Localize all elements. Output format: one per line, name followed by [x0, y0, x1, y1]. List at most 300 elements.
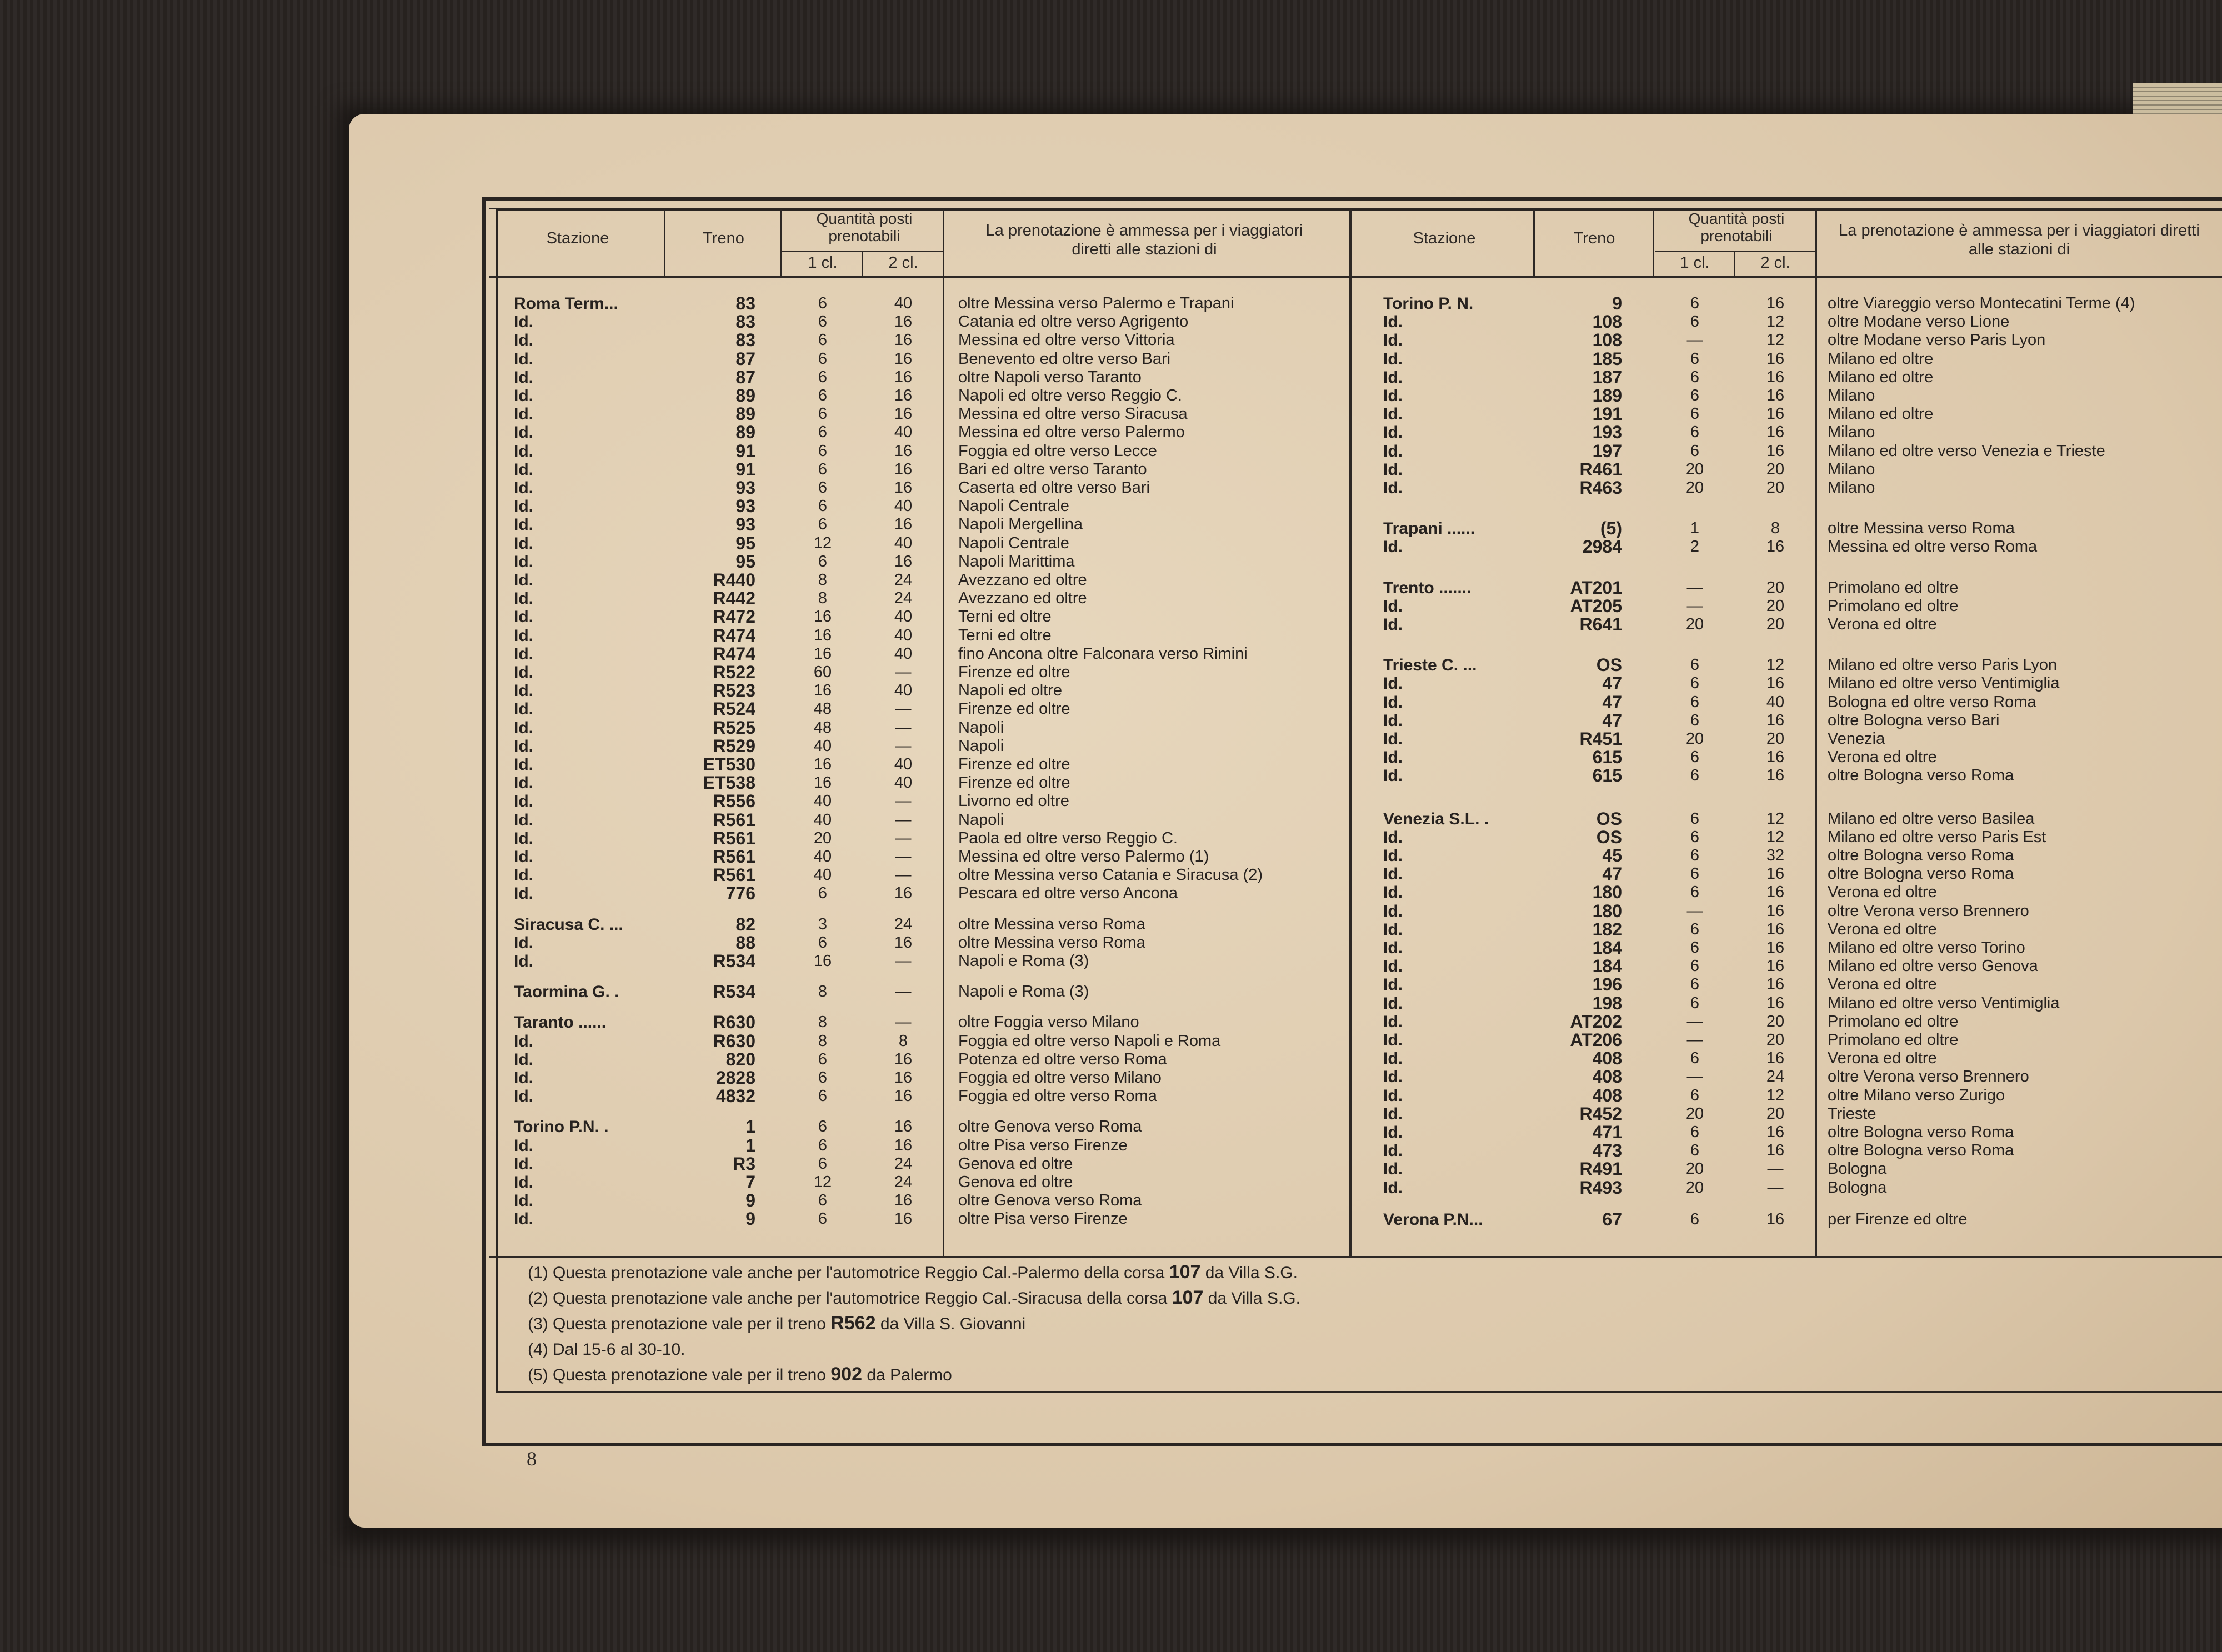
station-name: Id.: [1383, 442, 1403, 460]
train-number: 2984: [1582, 537, 1622, 557]
station-name: Id.: [1383, 767, 1403, 785]
train-number: R641: [1579, 614, 1622, 634]
seats-2cl: 16: [894, 1192, 913, 1210]
station-name: Id.: [1383, 1068, 1403, 1087]
destination: Bologna: [1828, 1178, 1887, 1197]
station-name: Id.: [1383, 1160, 1403, 1179]
seats-2cl: 16: [1766, 920, 1785, 938]
destination: oltre Messina verso Palermo e Trapani: [958, 294, 1234, 312]
seats-2cl: 16: [1766, 902, 1785, 920]
train-number: 184: [1592, 956, 1622, 977]
seats-1cl: 6: [1690, 1086, 1700, 1104]
seats-2cl: 40: [894, 626, 913, 644]
destination: oltre Messina verso Roma: [958, 915, 1145, 933]
seats-1cl: 6: [1690, 313, 1700, 331]
seats-2cl: 40: [894, 644, 913, 663]
header-top-line: [489, 208, 2222, 209]
train-number: 471: [1592, 1122, 1622, 1142]
train-number: 1: [745, 1135, 755, 1155]
train-number: 185: [1592, 348, 1622, 369]
train-number: 108: [1592, 312, 1622, 332]
destination: Avezzano ed oltre: [958, 589, 1087, 608]
seats-2cl: 40: [894, 294, 913, 312]
seats-1cl: 16: [813, 755, 832, 773]
destination: Primolano ed oltre: [1828, 1012, 1959, 1030]
seats-2cl: 16: [894, 313, 913, 331]
train-number: 89: [735, 422, 755, 443]
seats-2cl: 16: [894, 368, 913, 386]
seats-1cl: 6: [1690, 828, 1700, 846]
seats-1cl: 6: [818, 1069, 828, 1087]
destination: Napoli Centrale: [958, 497, 1069, 515]
station-name: Id.: [514, 479, 533, 497]
header-cl2: 2 cl.: [888, 254, 918, 272]
train-number: 4832: [715, 1086, 755, 1107]
seats-2cl: 16: [1766, 767, 1785, 785]
station-name: Trento .......: [1383, 578, 1472, 597]
destination: oltre Modane verso Paris Lyon: [1828, 331, 2046, 349]
station-name: Torino P. N.: [1383, 294, 1474, 313]
station-name: Taranto ......: [514, 1013, 607, 1032]
train-number: 615: [1592, 765, 1622, 786]
seats-2cl: 16: [1766, 405, 1785, 423]
destination: oltre Pisa verso Firenze: [958, 1136, 1128, 1154]
station-name: Id.: [1383, 405, 1403, 424]
seats-2cl: 12: [1766, 809, 1785, 828]
seats-1cl: 6: [1690, 368, 1700, 386]
seats-1cl: 6: [818, 884, 828, 903]
station-name: Id.: [1383, 828, 1403, 847]
destination: oltre Pisa verso Firenze: [958, 1210, 1128, 1228]
train-number: 191: [1592, 404, 1622, 424]
station-name: Id.: [1383, 1031, 1403, 1049]
station-name: Id.: [514, 933, 533, 952]
seats-1cl: 6: [818, 1087, 828, 1105]
notes-divider: [489, 1256, 2222, 1258]
station-name: Id.: [1383, 1104, 1403, 1123]
seats-1cl: 6: [818, 294, 828, 312]
train-number: AT206: [1570, 1030, 1622, 1050]
train-number: 776: [725, 883, 755, 904]
footnote-train: 107: [1172, 1287, 1204, 1308]
station-name: Id.: [1383, 883, 1403, 902]
train-number: 83: [735, 330, 755, 351]
train-number: R525: [713, 717, 755, 738]
station-name: Id.: [1383, 674, 1403, 693]
seats-1cl: 6: [1690, 994, 1700, 1012]
station-name: Id.: [1383, 994, 1403, 1013]
station-name: Id.: [514, 571, 533, 589]
seats-2cl: 32: [1766, 847, 1785, 864]
seats-1cl: 20: [1685, 615, 1704, 633]
train-number: 91: [735, 440, 755, 461]
header-bottom-line: [489, 276, 2222, 278]
train-number: R561: [713, 809, 755, 830]
seats-2cl: 16: [1766, 1210, 1785, 1228]
seats-1cl: 6: [1690, 748, 1700, 767]
header-treno: Treno: [703, 229, 744, 247]
seats-2cl: 20: [1766, 615, 1785, 633]
station-name: Id.: [514, 313, 533, 332]
seats-2cl: —: [895, 983, 912, 1001]
footnote-text: (1) Questa prenotazione vale anche per l'automotrice Reggio Cal.-Palermo della corsa: [528, 1264, 1169, 1282]
seats-2cl: 16: [1766, 883, 1785, 902]
station-name: Id.: [514, 589, 533, 608]
train-number: 9: [745, 1209, 755, 1229]
train-number: 82: [735, 914, 755, 934]
col-line: [1653, 208, 1654, 276]
destination: Milano: [1828, 387, 1875, 404]
destination: Milano ed oltre: [1828, 368, 1934, 386]
train-number: R472: [713, 607, 755, 627]
destination: Caserta ed oltre verso Bari: [958, 479, 1150, 497]
seats-2cl: 40: [894, 755, 913, 773]
seats-1cl: 40: [813, 866, 832, 884]
station-name: Id.: [1383, 1086, 1403, 1105]
seats-1cl: 6: [1690, 865, 1700, 883]
station-name: Id.: [514, 515, 533, 534]
seats-1cl: 40: [813, 792, 832, 810]
station-name: Id.: [1383, 847, 1403, 865]
train-number: 87: [735, 367, 755, 387]
train-number: R556: [713, 791, 755, 812]
station-name: Id.: [514, 387, 533, 405]
train-number: 189: [1592, 386, 1622, 406]
seats-2cl: 16: [1766, 1142, 1785, 1160]
seats-1cl: 6: [818, 387, 828, 404]
train-number: 196: [1592, 974, 1622, 995]
destination: Pescara ed oltre verso Ancona: [958, 884, 1178, 903]
train-number: 408: [1592, 1067, 1622, 1087]
train-number: R630: [713, 1012, 755, 1033]
seats-1cl: 6: [1690, 883, 1700, 902]
destination: Avezzano ed oltre: [958, 571, 1087, 589]
seats-2cl: 24: [894, 1173, 913, 1191]
train-number: R3: [733, 1153, 755, 1174]
train-number: 95: [735, 533, 755, 553]
footnotes: [528, 1260, 1300, 1388]
train-number: ET538: [703, 773, 755, 793]
seats-2cl: 16: [894, 515, 913, 534]
seats-2cl: 16: [894, 884, 913, 903]
destination: oltre Messina verso Roma: [958, 933, 1145, 952]
seats-2cl: 40: [894, 497, 913, 515]
destination: oltre Viareggio verso Montecatini Terme (4): [1828, 294, 2135, 312]
destination: Firenze ed oltre: [958, 774, 1070, 792]
station-name: Id.: [514, 810, 533, 829]
train-number: 47: [1602, 864, 1622, 884]
station-name: Id.: [1383, 711, 1403, 730]
seats-1cl: 6: [1690, 1123, 1700, 1141]
station-name: Id.: [514, 1210, 533, 1229]
seats-1cl: 6: [818, 460, 828, 478]
header-stazione: Stazione: [546, 229, 609, 247]
station-name: Id.: [514, 497, 533, 516]
destination: Milano: [1828, 423, 1875, 442]
seats-2cl: —: [895, 848, 912, 865]
seats-2cl: —: [895, 663, 912, 681]
destination: Milano ed oltre verso Venezia e Trieste: [1828, 442, 2105, 460]
footnote: [528, 1285, 1300, 1311]
station-name: Id.: [1383, 1178, 1403, 1197]
train-number: R493: [1579, 1177, 1622, 1198]
train-number: 108: [1592, 330, 1622, 351]
destination: oltre Bologna verso Roma: [1828, 847, 2014, 864]
destination: Napoli ed oltre verso Reggio C.: [958, 387, 1182, 404]
station-name: Roma Term...: [514, 294, 618, 313]
station-name: Trieste C. ...: [1383, 656, 1477, 675]
seats-1cl: 6: [818, 405, 828, 423]
station-name: Id.: [1383, 748, 1403, 767]
seats-2cl: 16: [1766, 711, 1785, 729]
destination: Napoli Centrale: [958, 534, 1069, 552]
seats-1cl: 6: [818, 331, 828, 349]
destination: Firenze ed oltre: [958, 700, 1070, 718]
seats-2cl: 16: [1766, 1123, 1785, 1141]
seats-2cl: 40: [894, 682, 913, 700]
destination: Bologna: [1828, 1160, 1887, 1178]
train-number: AT202: [1570, 1011, 1622, 1032]
destination: Napoli: [958, 737, 1004, 755]
destination: Primolano ed oltre: [1828, 578, 1959, 597]
train-number: R474: [713, 643, 755, 664]
seats-2cl: 16: [894, 387, 913, 404]
seats-2cl: 20: [1766, 460, 1785, 478]
footnote: [528, 1362, 1300, 1388]
destination: Foggia ed oltre verso Napoli e Roma: [958, 1032, 1221, 1050]
footnote-train: 902: [830, 1364, 863, 1385]
destination: Verona ed oltre: [1828, 1049, 1937, 1068]
train-number: 83: [735, 293, 755, 313]
destination: oltre Messina verso Catania e Siracusa (2): [958, 866, 1263, 884]
seats-1cl: 6: [1690, 711, 1700, 729]
train-number: R491: [1579, 1159, 1622, 1179]
destination: Milano: [1828, 479, 1875, 497]
seats-2cl: 16: [1766, 294, 1785, 312]
train-number: R524: [713, 699, 755, 719]
train-number: 47: [1602, 692, 1622, 712]
station-name: Id.: [514, 737, 533, 755]
seats-2cl: 16: [1766, 748, 1785, 767]
station-name: Id.: [514, 884, 533, 903]
train-number: 408: [1592, 1048, 1622, 1069]
seats-2cl: 16: [1766, 1049, 1785, 1068]
destination: Firenze ed oltre: [958, 663, 1070, 681]
seats-2cl: 40: [894, 774, 913, 792]
seats-1cl: 6: [818, 1210, 828, 1228]
seats-2cl: 16: [1766, 865, 1785, 883]
header-cl1: 1 cl.: [808, 254, 838, 272]
station-name: Id.: [1383, 423, 1403, 442]
seats-1cl: 2: [1690, 538, 1700, 556]
station-name: Id.: [1383, 331, 1403, 350]
station-name: Id.: [1383, 460, 1403, 479]
seats-1cl: 40: [813, 848, 832, 865]
destination: Milano ed oltre: [1828, 405, 1934, 423]
seats-1cl: 6: [1690, 349, 1700, 368]
station-name: Id.: [514, 608, 533, 627]
station-name: Id.: [514, 1192, 533, 1210]
station-name: Id.: [514, 1050, 533, 1069]
seats-1cl: 6: [818, 933, 828, 952]
seats-2cl: 12: [1766, 313, 1785, 331]
seats-1cl: 6: [818, 349, 828, 368]
station-name: Id.: [1383, 957, 1403, 976]
seats-2cl: 40: [894, 423, 913, 442]
destination: oltre Bologna verso Bari: [1828, 711, 2000, 729]
seats-2cl: 16: [1766, 387, 1785, 404]
destination: Foggia ed oltre verso Roma: [958, 1087, 1157, 1105]
destination: fino Ancona oltre Falconara verso Rimini: [958, 644, 1248, 663]
seats-2cl: 24: [894, 571, 913, 589]
destination: Primolano ed oltre: [1828, 597, 1959, 615]
seats-1cl: 40: [813, 810, 832, 829]
destination: Verona ed oltre: [1828, 615, 1937, 633]
destination: oltre Genova verso Roma: [958, 1192, 1142, 1210]
seats-2cl: 16: [894, 442, 913, 460]
col-line: [664, 208, 665, 276]
station-name: Id.: [514, 829, 533, 848]
destination: oltre Messina verso Roma: [1828, 519, 2015, 538]
seats-1cl: 12: [813, 1173, 832, 1191]
train-number: R534: [713, 951, 755, 971]
station-name: Taormina G. .: [514, 983, 619, 1002]
seats-2cl: —: [895, 952, 912, 970]
seats-2cl: 12: [1766, 1086, 1785, 1104]
train-number: R442: [713, 588, 755, 609]
station-name: Id.: [1383, 597, 1403, 615]
destination: oltre Bologna verso Roma: [1828, 1142, 2014, 1160]
seats-1cl: 6: [1690, 957, 1700, 975]
train-number: R461: [1579, 459, 1622, 479]
seats-1cl: 3: [818, 915, 828, 933]
destination: Foggia ed oltre verso Milano: [958, 1069, 1162, 1087]
seats-2cl: 24: [1766, 1068, 1785, 1086]
seats-1cl: 6: [818, 313, 828, 331]
seats-2cl: 16: [894, 1087, 913, 1105]
train-number: R463: [1579, 478, 1622, 498]
train-number: 7: [745, 1172, 755, 1192]
seats-1cl: 6: [818, 1192, 828, 1210]
seats-2cl: 16: [894, 405, 913, 423]
footnote-text: (3) Questa prenotazione vale per il treno: [528, 1315, 831, 1333]
destination: oltre Modane verso Lione: [1828, 313, 2010, 331]
destination: Milano ed oltre verso Ventimiglia: [1828, 674, 2060, 693]
station-name: Id.: [1383, 730, 1403, 748]
station-name: Id.: [514, 663, 533, 682]
seats-1cl: 6: [1690, 975, 1700, 994]
seats-2cl: 12: [1766, 828, 1785, 846]
seats-2cl: —: [895, 718, 912, 737]
seats-1cl: 16: [813, 626, 832, 644]
destination: Venezia: [1828, 730, 1885, 748]
destination: Terni ed oltre: [958, 608, 1052, 626]
seats-1cl: —: [1686, 331, 1703, 349]
train-number: 187: [1592, 367, 1622, 387]
seats-1cl: —: [1686, 578, 1703, 597]
seats-2cl: 24: [894, 1154, 913, 1173]
seats-1cl: 6: [1690, 920, 1700, 938]
header-ammessa: La prenotazione è ammessa per i viaggiatori diretti alle stazioni di: [985, 222, 1303, 258]
train-number: 9: [745, 1190, 755, 1211]
station-name: Id.: [514, 331, 533, 350]
seats-1cl: 6: [818, 1136, 828, 1154]
station-name: Id.: [1383, 349, 1403, 368]
destination: Foggia ed oltre verso Lecce: [958, 442, 1157, 460]
seats-1cl: —: [1686, 1012, 1703, 1030]
destination: Milano: [1828, 460, 1875, 478]
seats-2cl: 16: [894, 331, 913, 349]
seats-2cl: 8: [898, 1032, 908, 1050]
seats-2cl: 20: [1766, 1031, 1785, 1049]
destination: Milano ed oltre verso Genova: [1828, 957, 2038, 975]
station-name: Id.: [514, 792, 533, 811]
station-name: Id.: [514, 682, 533, 700]
seats-2cl: 16: [1766, 975, 1785, 994]
train-number: R630: [713, 1030, 755, 1051]
station-name: Trapani ......: [1383, 519, 1475, 538]
destination: Milano ed oltre verso Basilea: [1828, 809, 2035, 828]
seats-1cl: 6: [1690, 387, 1700, 404]
seats-1cl: 6: [818, 515, 828, 534]
seats-1cl: 48: [813, 700, 832, 718]
seats-1cl: 6: [1690, 405, 1700, 423]
station-name: Id.: [514, 1173, 533, 1192]
station-name: Id.: [514, 626, 533, 645]
train-number: 184: [1592, 938, 1622, 958]
station-name: Id.: [1383, 479, 1403, 497]
footnote-text: (2) Questa prenotazione vale anche per l'automotrice Reggio Cal.-Siracusa della corsa: [528, 1289, 1172, 1308]
seats-2cl: 40: [894, 608, 913, 626]
station-name: Id.: [514, 1087, 533, 1106]
footnote-text: (4) Dal 15-6 al 30-10.: [528, 1340, 685, 1359]
seats-2cl: 20: [1766, 730, 1785, 748]
train-number: OS: [1596, 808, 1622, 829]
destination: Milano ed oltre verso Torino: [1828, 939, 2025, 957]
seats-2cl: —: [895, 792, 912, 810]
station-name: Id.: [514, 700, 533, 719]
train-number: (5): [1600, 518, 1622, 539]
station-name: Id.: [514, 848, 533, 866]
seats-2cl: 40: [1766, 693, 1785, 711]
train-number: R451: [1579, 729, 1622, 749]
destination: Napoli ed oltre: [958, 682, 1062, 700]
seats-1cl: —: [1686, 1068, 1703, 1086]
station-name: Id.: [514, 952, 533, 970]
station-name: Id.: [514, 866, 533, 885]
seats-1cl: 8: [818, 983, 828, 1001]
seats-2cl: 20: [1766, 1012, 1785, 1030]
seats-1cl: 6: [1690, 1049, 1700, 1068]
seats-2cl: 16: [1766, 674, 1785, 693]
destination: Verona ed oltre: [1828, 975, 1937, 994]
train-number: 67: [1602, 1209, 1622, 1229]
seats-1cl: 16: [813, 952, 832, 970]
station-name: Torino P.N. .: [514, 1118, 609, 1137]
seats-1cl: 8: [818, 589, 828, 608]
header-treno-right: Treno: [1573, 229, 1615, 247]
seats-1cl: 8: [818, 1032, 828, 1050]
train-number: R523: [713, 680, 755, 701]
seats-2cl: 16: [894, 1210, 913, 1228]
seats-1cl: 6: [818, 1154, 828, 1173]
station-name: Siracusa C. ...: [514, 915, 623, 934]
station-name: Id.: [514, 368, 533, 387]
train-number: R529: [713, 735, 755, 756]
destination: Genova ed oltre: [958, 1173, 1073, 1191]
footnote: [528, 1260, 1300, 1285]
footnote: [528, 1311, 1300, 1336]
